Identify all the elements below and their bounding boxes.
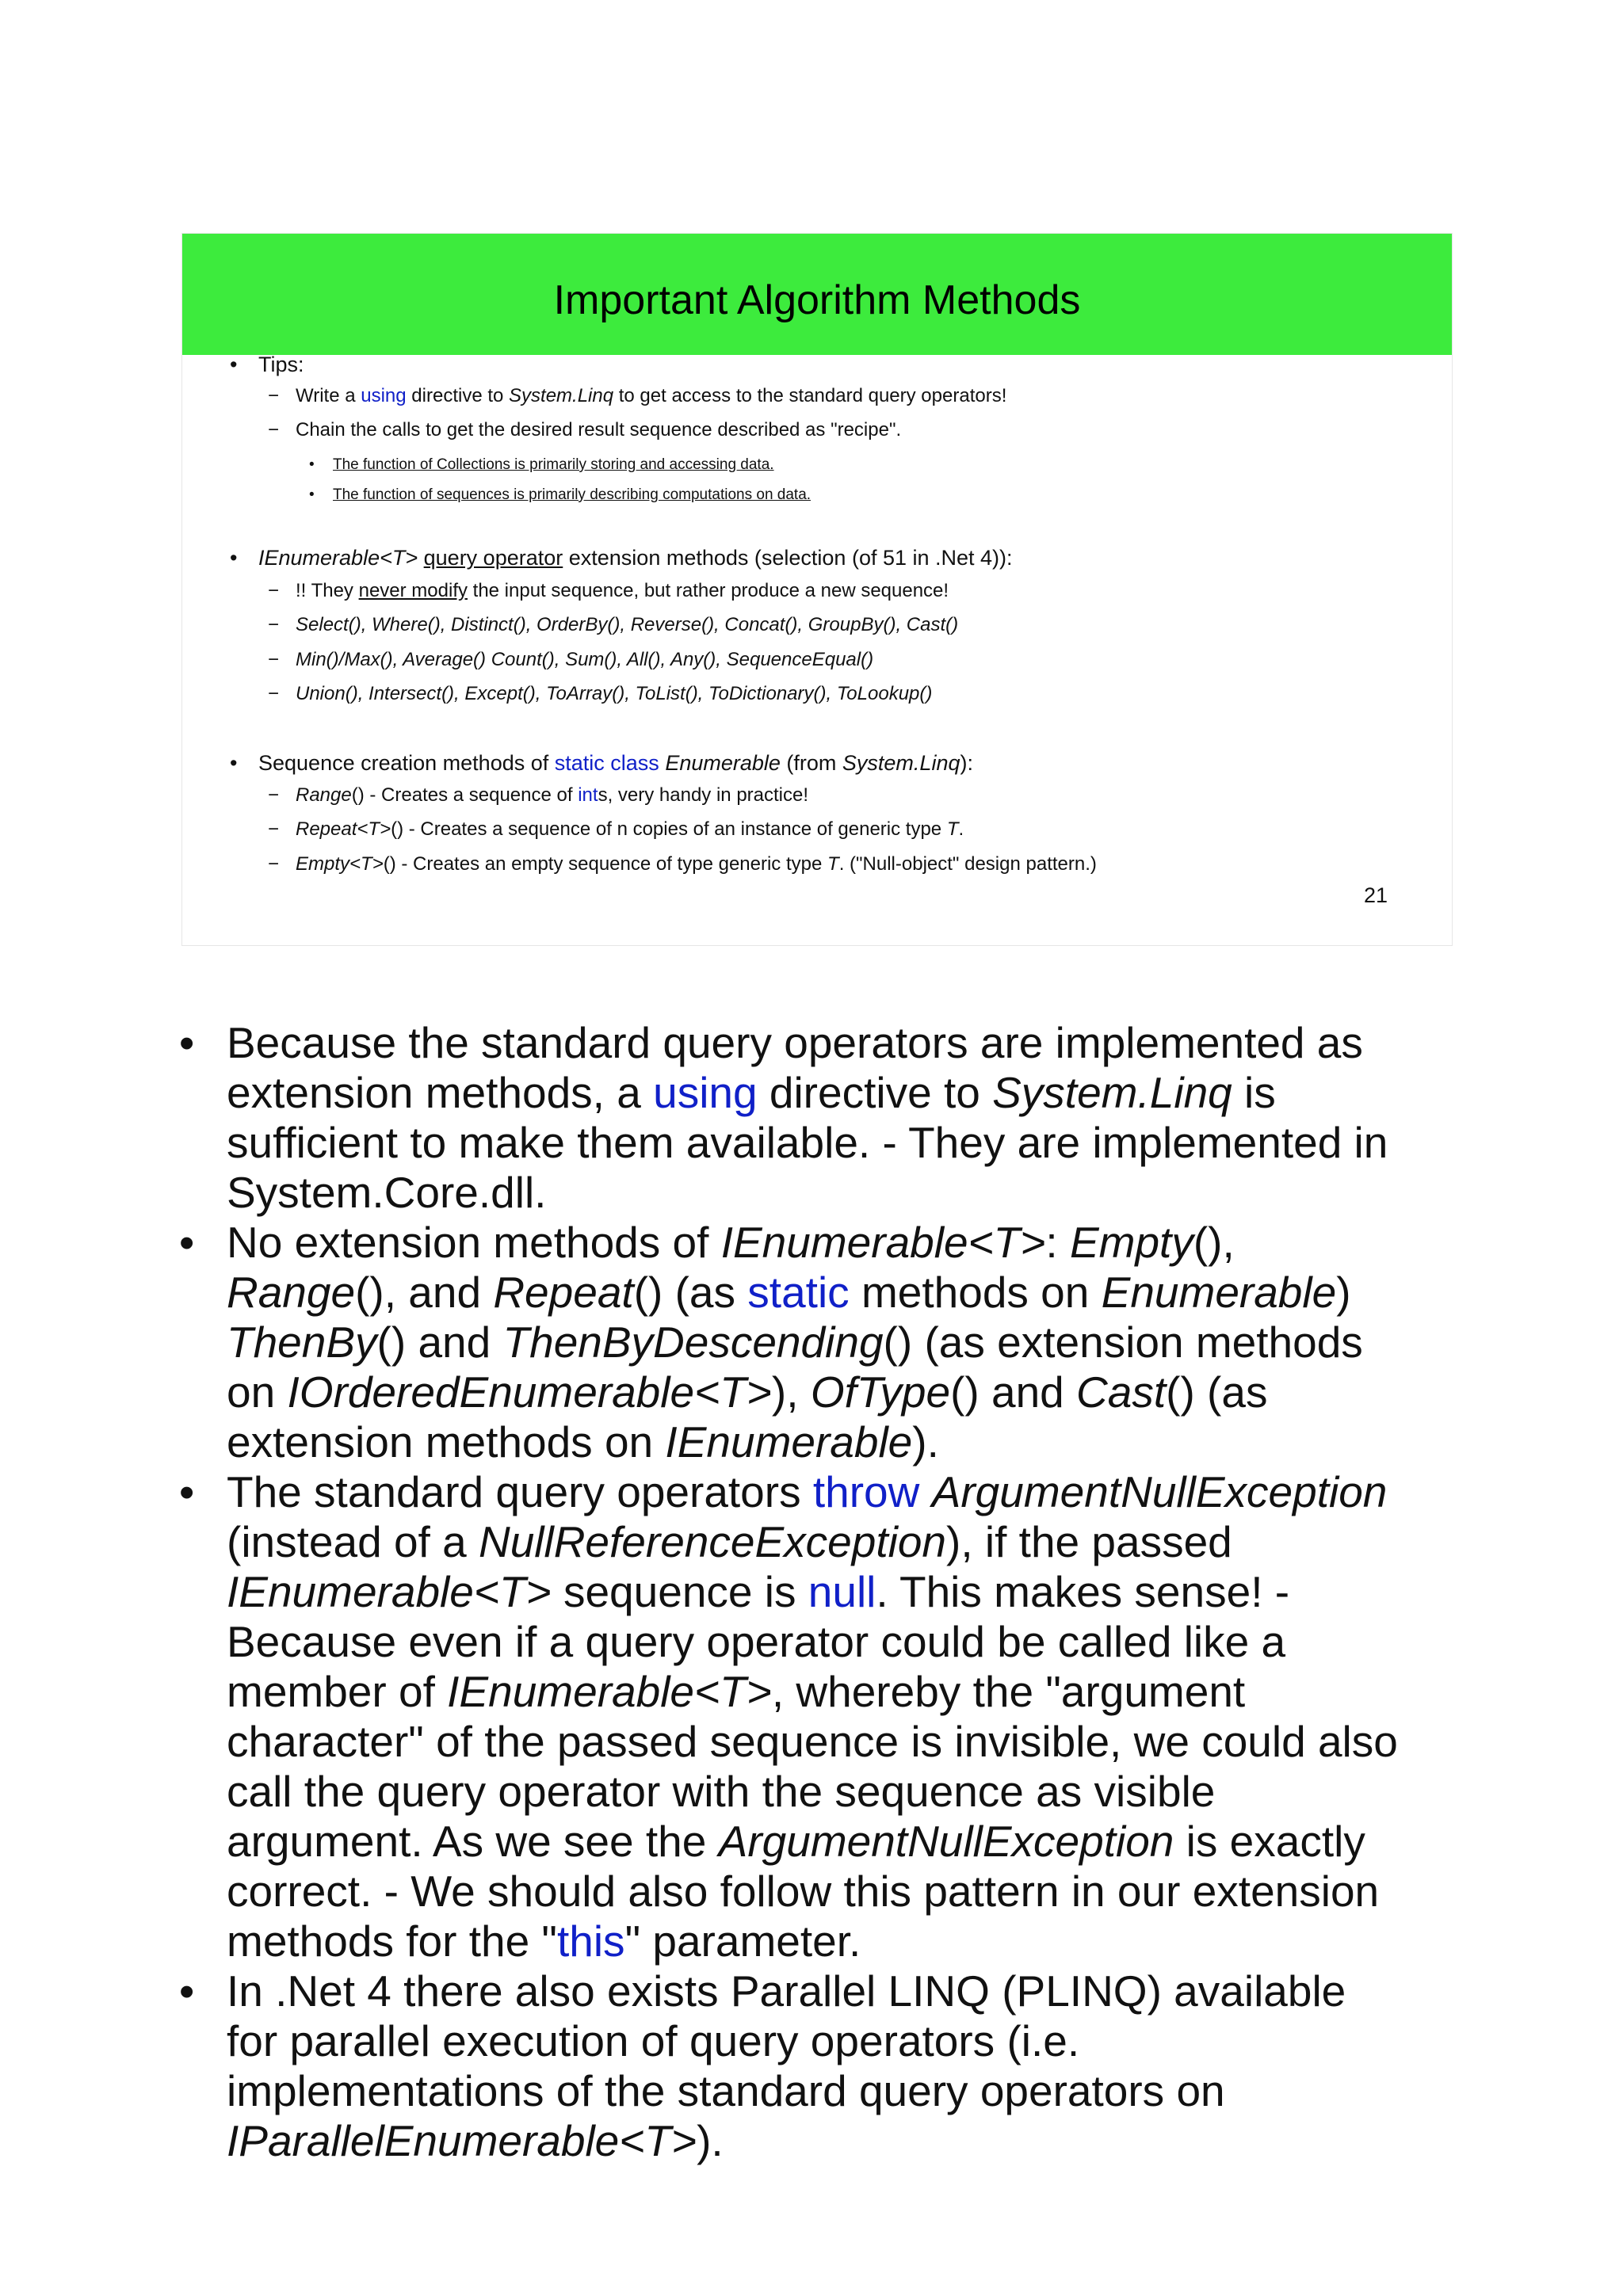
notes-p3-line: member of IEnumerable<T>, whereby the "argument xyxy=(227,1667,1246,1716)
dash: − xyxy=(268,580,280,601)
notes-p3-line: argument. As we see the ArgumentNullException is exactly xyxy=(227,1817,1365,1866)
notes-p3-line: character" of the passed sequence is invisible, we could also xyxy=(227,1717,1398,1766)
notes-p1-line: Because the standard query operators are implemented as xyxy=(227,1018,1363,1067)
dash: − xyxy=(268,419,280,441)
operators-line2: Min()/Max(), Average() Count(), Sum(), All(), Any(), SequenceEqual() xyxy=(296,649,874,670)
notes-p1-line: extension methods, a using directive to System.Linq is xyxy=(227,1068,1276,1117)
creation-head: Sequence creation methods of static class Enumerable (from System.Linq): xyxy=(258,751,973,775)
notes-p4-line: In .Net 4 there also exists Parallel LINQ (PLINQ) available xyxy=(227,1966,1346,2016)
notes-p3-line: Because even if a query operator could be called like a xyxy=(227,1617,1286,1666)
operators-head: IEnumerable<T> query operator extension methods (selection (of 51 in .Net 4)): xyxy=(258,546,1013,570)
notes-p3-line: correct. - We should also follow this pattern in our extension xyxy=(227,1867,1380,1916)
tips-label: Tips: xyxy=(258,353,304,376)
notes-p1-line: System.Core.dll. xyxy=(227,1168,547,1217)
tip-sequences: The function of sequences is primarily describing computations on data. xyxy=(333,486,812,503)
tip-using: Write a using directive to System.Linq to get access to the standard query operators! xyxy=(296,385,1007,406)
notes-bullet: • xyxy=(179,1467,195,1516)
notes-p2-line: on IOrderedEnumerable<T>), OfType() and Cast() (as xyxy=(227,1367,1268,1417)
notes-p3-line: methods for the "this" parameter. xyxy=(227,1917,861,1966)
creation-repeat: Repeat<T>() - Creates a sequence of n copies of an instance of generic type T. xyxy=(296,818,964,840)
slide-title: Important Algorithm Methods xyxy=(553,277,1081,323)
slide-number: 21 xyxy=(1364,883,1388,907)
bullet: • xyxy=(230,546,238,570)
operators-never: !! They never modify the input sequence, but rather produce a new sequence! xyxy=(296,580,949,601)
operators-line3: Union(), Intersect(), Except(), ToArray(), ToList(), ToDictionary(), ToLookup() xyxy=(296,683,933,704)
bullet: • xyxy=(230,751,238,775)
slide-thumbnail xyxy=(181,233,1453,946)
notes-p2-line: No extension methods of IEnumerable<T>: Empty(), xyxy=(227,1218,1235,1267)
operators-line1: Select(), Where(), Distinct(), OrderBy(), Reverse(), Concat(), GroupBy(), Cast() xyxy=(296,614,959,635)
notes-p3-line: call the query operator with the sequence as visible xyxy=(227,1767,1216,1816)
dash: − xyxy=(268,614,280,635)
dash: − xyxy=(268,649,280,670)
notes-p2-line: extension methods on IEnumerable). xyxy=(227,1417,939,1466)
bullet: • xyxy=(230,353,238,376)
notes-p2-line: Range(), and Repeat() (as static methods on Enumerable) xyxy=(227,1268,1351,1317)
notes-p3-line: The standard query operators throw ArgumentNullException xyxy=(227,1467,1388,1516)
notes-p4-line: implementations of the standard query operators on xyxy=(227,2066,1225,2115)
dash: − xyxy=(268,818,280,840)
notes-p3-line: IEnumerable<T> sequence is null. This makes sense! - xyxy=(227,1567,1290,1616)
dash: − xyxy=(268,784,280,806)
notes-p4-line: IParallelEnumerable<T>). xyxy=(227,2116,724,2165)
notes-bullet: • xyxy=(179,1218,195,1267)
creation-range: Range() - Creates a sequence of ints, very handy in practice! xyxy=(296,784,809,806)
tip-collections: The function of Collections is primarily storing and accessing data. xyxy=(333,456,774,473)
bullet: • xyxy=(309,456,315,473)
dash: − xyxy=(268,385,280,406)
tip-chain: Chain the calls to get the desired result sequence described as "recipe". xyxy=(296,419,902,441)
bullet: • xyxy=(309,486,315,503)
dash: − xyxy=(268,683,280,704)
notes-p4-line: for parallel execution of query operators (i.e. xyxy=(227,2016,1080,2065)
creation-empty: Empty<T>() - Creates an empty sequence of type generic type T. ("Null-object" design pattern.) xyxy=(296,853,1097,875)
slide-header xyxy=(182,234,1452,355)
notes-bullet: • xyxy=(179,1018,195,1067)
dash: − xyxy=(268,853,280,875)
notes-bullet: • xyxy=(179,1966,195,2016)
notes-p1-line: sufficient to make them available. - They are implemented in xyxy=(227,1118,1388,1167)
notes-p2-line: ThenBy() and ThenByDescending() (as extension methods xyxy=(227,1318,1363,1367)
notes-p3-line: (instead of a NullReferenceException), if the passed xyxy=(227,1517,1232,1566)
